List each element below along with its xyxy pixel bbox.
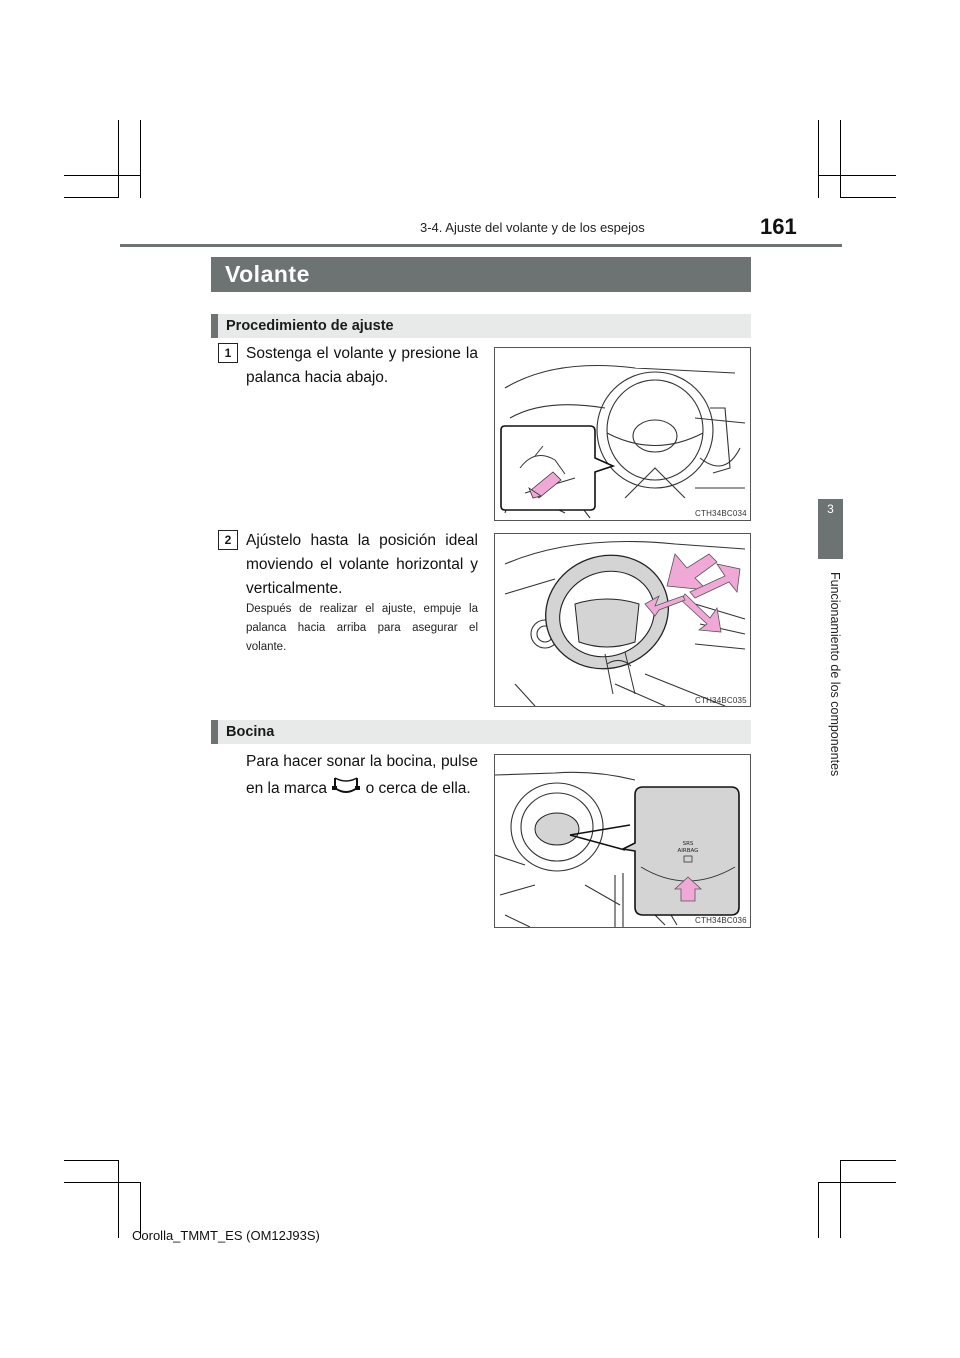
callout-bubble: [501, 426, 613, 510]
horn-text-before: Para hacer sonar la bocina, pulse en la marca: [246, 753, 478, 798]
crop-mark: [64, 197, 119, 198]
header-rule: [120, 244, 842, 247]
horn-text: [246, 750, 478, 804]
crop-mark: [818, 120, 819, 198]
crop-mark: [64, 175, 140, 176]
crop-mark: [118, 120, 119, 198]
crop-mark: [818, 175, 896, 176]
step-2-note: Después de realizar el ajuste, empuje la palanca hacia arriba para asegurar el volante.: [246, 603, 478, 653]
figure-steering-adjust: [494, 533, 751, 707]
step-1-text: Sostenga el volante y presione la palanca hacia abajo.: [246, 345, 478, 386]
crop-mark: [818, 1182, 819, 1238]
crop-mark: [64, 1182, 140, 1183]
horn-text-after: o cerca de ella.: [365, 780, 471, 798]
figure-code: CTH34BC036: [695, 916, 747, 925]
crop-mark: [840, 120, 841, 198]
figure-steering-lever-illustration: [495, 348, 750, 520]
figure-code: CTH34BC034: [695, 509, 747, 518]
crop-mark: [818, 1182, 896, 1183]
horn-icon: [331, 774, 361, 804]
crop-mark: [840, 197, 896, 198]
figure-horn: [494, 754, 751, 928]
chapter-title: 3-4. Ajuste del volante y de los espejos: [420, 220, 645, 235]
page-number: 161: [760, 214, 797, 239]
chapter-side-tab-number: 3: [827, 502, 834, 516]
step-number-badge: 2: [218, 530, 238, 550]
figure-code: CTH34BC035: [695, 696, 747, 705]
footer-doc-code: Corolla_TMMT_ES (OM12J93S): [132, 1228, 320, 1243]
step-number-badge: 1: [218, 343, 238, 363]
section-title: Volante: [211, 257, 751, 292]
subheading-adjust-procedure: Procedimiento de ajuste: [211, 314, 751, 338]
subheading-horn: Bocina: [211, 720, 751, 744]
figure-horn-illustration: [495, 755, 750, 927]
figure-steering-lever: [494, 347, 751, 521]
crop-mark: [140, 120, 141, 198]
step-2-text: Ajústelo hasta la posición ideal moviendo el volante horizontal y verticalmente.: [246, 532, 478, 597]
figure-steering-adjust-illustration: [495, 534, 750, 706]
chapter-side-label: Funcionamiento de los componentes: [828, 572, 842, 777]
figure-label-srs: SRS: [682, 841, 694, 847]
crop-mark: [840, 1160, 841, 1238]
crop-mark: [118, 1160, 119, 1238]
crop-mark: [840, 1160, 896, 1161]
crop-mark: [64, 1160, 119, 1161]
figure-label-airbag: AIRBAG: [677, 848, 699, 854]
